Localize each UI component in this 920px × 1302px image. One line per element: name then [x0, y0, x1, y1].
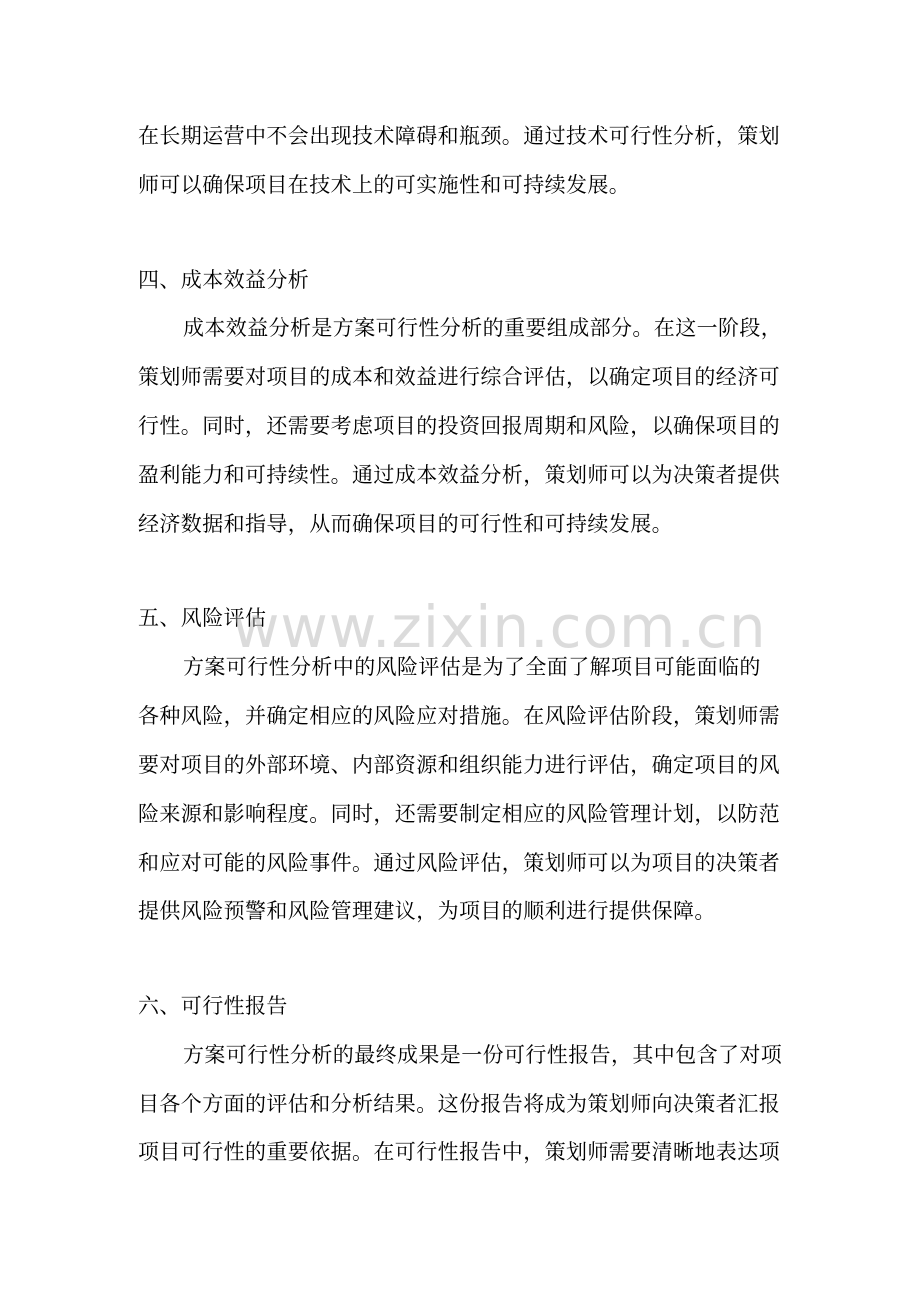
- paragraph-line: 在长期运营中不会出现技术障碍和瓶颈。通过技术可行性分析，策划: [138, 124, 780, 148]
- paragraph-line: 各种风险，并确定相应的风险应对措施。在风险评估阶段，策划师需: [138, 704, 780, 728]
- paragraph-line: 提供风险预警和风险管理建议，为项目的顺利进行提供保障。: [138, 899, 716, 923]
- paragraph-line: 险来源和影响程度。同时，还需要制定相应的风险管理计划，以防范: [138, 802, 780, 826]
- paragraph-line: 盈利能力和可持续性。通过成本效益分析，策划师可以为决策者提供: [138, 463, 780, 487]
- watermark: www.zixin.com.cn: [232, 593, 767, 661]
- paragraph-line: 经济数据和指导，从而确保项目的可行性和可持续发展。: [138, 512, 673, 536]
- paragraph-line: 行性。同时，还需要考虑项目的投资回报周期和风险，以确保项目的: [138, 414, 780, 438]
- paragraph-line: 和应对可能的风险事件。通过风险评估，策划师可以为项目的决策者: [138, 851, 780, 875]
- paragraph-line: 方案可行性分析中的风险评估是为了全面了解项目可能面临的: [183, 655, 761, 679]
- paragraph-line: 师可以确保项目在技术上的可实施性和可持续发展。: [138, 173, 631, 197]
- paragraph-line: 项目可行性的重要依据。在可行性报告中，策划师需要清晰地表达项: [138, 1140, 780, 1164]
- paragraph-line: 要对项目的外部环境、内部资源和组织能力进行评估，确定项目的风: [138, 753, 780, 777]
- section-heading-feasibility-report: 六、可行性报告: [138, 994, 288, 1018]
- paragraph-line: 成本效益分析是方案可行性分析的重要组成部分。在这一阶段，: [183, 316, 783, 340]
- section-heading-risk-assessment: 五、风险评估: [138, 606, 267, 630]
- paragraph-line: 方案可行性分析的最终成果是一份可行性报告，其中包含了对项: [183, 1043, 783, 1067]
- paragraph-line: 目各个方面的评估和分析结果。这份报告将成为策划师向决策者汇报: [138, 1092, 780, 1116]
- paragraph-line: 策划师需要对项目的成本和效益进行综合评估，以确定项目的经济可: [138, 365, 780, 389]
- section-heading-cost-benefit: 四、成本效益分析: [138, 268, 310, 292]
